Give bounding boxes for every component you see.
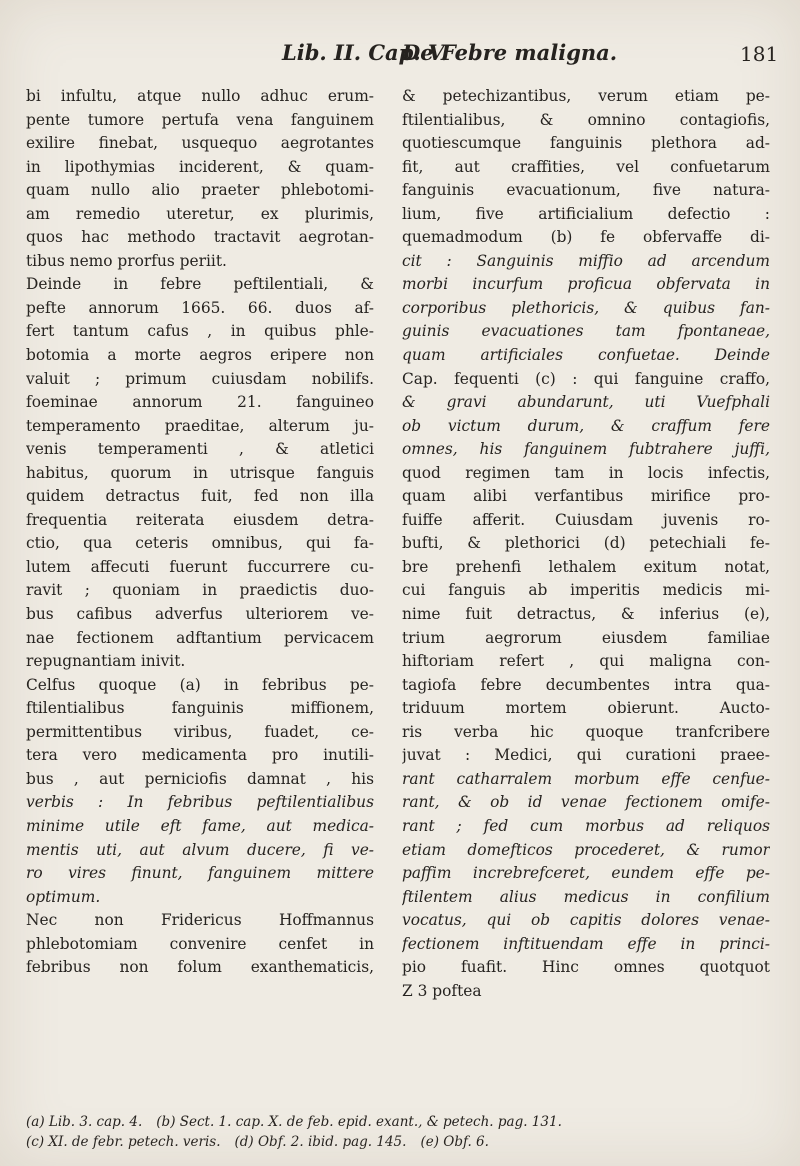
text-line: venis temperamenti , & atletici [26, 440, 374, 459]
text-line: rant, & ob id venae fectionem omife- [402, 793, 770, 812]
text-line: verbis : In febribus peftilentialibus [26, 793, 374, 812]
text-line: am remedio uteretur, ex plurimis, [26, 204, 374, 223]
text-line: morbi incurfum proficua obfervata in [402, 275, 770, 294]
text-line: tagiofa febre decumbentes intra qua- [402, 675, 770, 694]
text-line: omnes, his fanguinem fubtrahere juffi, [402, 440, 770, 459]
text-line: fuiffe afferit. Cuiusdam juvenis ro- [402, 510, 770, 529]
text-line: habitus, quorum in utrisque fanguis [26, 463, 374, 482]
running-header [0, 40, 800, 76]
text-line: hiftoriam refert , qui maligna con- [402, 652, 770, 671]
text-line: bi infultu, atque nullo adhuc erum- [26, 87, 374, 105]
page-number: 181 [740, 42, 779, 66]
text-line: bus , aut perniciofis damnat , his [26, 769, 374, 788]
text-line: optimum. [26, 887, 101, 906]
text-line: fert tantum cafus , in quibus phle- [26, 322, 374, 341]
text-line: paffim increbrefceret, eundem effe pe- [402, 864, 770, 883]
text-line: ob victum durum, & craffum fere [402, 416, 770, 435]
text-line: exilire finebat, usquequo aegrotantes [26, 134, 374, 153]
text-line: nime fuit detractus, & inferius (e), [402, 605, 770, 624]
text-line: tera vero medicamenta pro inutili- [26, 746, 374, 765]
footnote-reference: (b) Sect. 1. cap. X. de feb. epid. exant., & petech. pag. 131. [156, 1114, 562, 1130]
text-line: cit : Sanguinis miffio ad arcendum [402, 251, 770, 270]
text-line: permittentibus viribus, fuadet, ce- [26, 722, 374, 741]
text-line: ctio, qua ceteris omnibus, qui fa- [26, 534, 374, 553]
text-line: Z 3 poftea [402, 981, 482, 1000]
footnote-reference: (c) XI. de febr. petech. veris. [26, 1134, 221, 1150]
text-line: lium, five artificialium defectio : [402, 204, 770, 223]
text-line: rant catharralem morbum effe cenfue- [402, 769, 770, 788]
text-line: vocatus, qui ob capitis dolores venae- [402, 911, 770, 930]
header-book-chapter: Lib. II. Cap. V. [282, 40, 448, 65]
text-line: frequentia reiterata eiusdem detra- [26, 510, 374, 529]
text-line: minime utile eft fame, aut medica- [26, 816, 374, 835]
text-line: corporibus plethoricis, & quibus fan- [402, 298, 770, 317]
footnote-line [26, 1132, 776, 1152]
text-line: febribus non folum exanthematicis, [26, 958, 374, 977]
text-line: temperamento praeditae, alterum ju- [26, 416, 374, 435]
text-line: guinis evacuationes tam fpontaneae, [402, 322, 770, 341]
text-line: fit, aut craffities, vel confuetarum [402, 157, 770, 176]
text-line: fectionem inftituendam effe in princi- [402, 934, 770, 953]
footnote-line [26, 1112, 776, 1132]
text-line: pente tumore pertufa vena fanguinem [26, 110, 374, 129]
text-line: Deinde in febre peftilentiali, & [26, 275, 374, 294]
text-line: rant ; fed cum morbus ad reliquos [402, 816, 770, 835]
text-line: ravit ; quoniam in praedictis duo- [26, 581, 374, 600]
text-line: triduum mortem obierunt. Aucto- [402, 699, 770, 718]
text-line: phlebotomiam convenire cenfet in [26, 934, 374, 953]
text-line: juvat : Medici, qui curationi praee- [402, 746, 770, 765]
text-line: pefte annorum 1665. 66. duos af- [26, 298, 374, 317]
text-line: lutem affecuti fuerunt fuccurrere cu- [26, 557, 374, 576]
text-line: quod regimen tam in locis infectis, [402, 463, 770, 482]
text-line: quos hac methodo tractavit aegrotan- [26, 228, 374, 247]
text-line: & petechizantibus, verum etiam pe- [402, 87, 770, 105]
footnote-reference: (a) Lib. 3. cap. 4. [26, 1114, 143, 1130]
text-line: bufti, & plethorici (d) petechiali fe- [402, 534, 770, 553]
text-line: quemadmodum (b) fe obfervaffe di- [402, 228, 770, 247]
text-line: repugnantiam inivit. [26, 652, 186, 671]
text-line: valuit ; primum cuiusdam nobilifs. [26, 369, 374, 388]
text-line: botomia a morte aegros eripere non [26, 346, 374, 365]
footnote-reference: (d) Obf. 2. ibid. pag. 145. [234, 1134, 407, 1150]
text-line: Celfus quoque (a) in febribus pe- [26, 675, 374, 694]
text-line: in lipothymias inciderent, & quam- [26, 157, 374, 176]
text-line: quotiescumque fanguinis plethora ad- [402, 134, 770, 153]
left-column-text [26, 85, 374, 980]
text-line: Nec non Fridericus Hoffmannus [26, 911, 374, 930]
text-line: & gravi abundarunt, uti Vuefphali [402, 393, 770, 412]
text-line: mentis uti, aut alvum ducere, fi ve- [26, 840, 374, 859]
header-title: De Febre maligna. [402, 40, 618, 65]
text-line: quam alibi verfantibus mirifice pro- [402, 487, 770, 506]
text-line: bus cafibus adverfus ulteriorem ve- [26, 605, 374, 624]
text-line: nae fectionem adftantium pervicacem [26, 628, 374, 647]
text-line: fanguinis evacuationum, five natura- [402, 181, 770, 200]
text-line: bre prehenfi lethalem exitum notat, [402, 557, 770, 576]
text-line: foeminae annorum 21. fanguineo [26, 393, 374, 412]
text-line: cui fanguis ab imperitis medicis mi- [402, 581, 770, 600]
footnote-reference: (e) Obf. 6. [420, 1134, 489, 1150]
text-line: quam artificiales confuetae. Deinde [402, 346, 770, 365]
text-line: tibus nemo prorfus periit. [26, 251, 227, 270]
text-line: quidem detractus fuit, fed non illa [26, 487, 374, 506]
right-column-text [402, 85, 770, 1003]
text-line: quam nullo alio praeter phlebotomi- [26, 181, 374, 200]
text-line: ftilentialibus, & omnino contagiofis, [402, 110, 770, 129]
text-line: ris verba hic quoque tranfcribere [402, 722, 770, 741]
text-line: pio fuafit. Hinc omnes quotquot [402, 958, 770, 977]
text-line: ftilentialibus fanguinis miffionem, [26, 699, 374, 718]
text-line: ro vires finunt, fanguinem mittere [26, 864, 374, 883]
footnotes [26, 1112, 776, 1152]
text-line: Cap. fequenti (c) : qui fanguine craffo, [402, 369, 770, 388]
text-line: ftilentem alius medicus in confilium [402, 887, 770, 906]
text-line: trium aegrorum eiusdem familiae [402, 628, 770, 647]
text-line: etiam domefticos procederet, & rumor [402, 840, 770, 859]
